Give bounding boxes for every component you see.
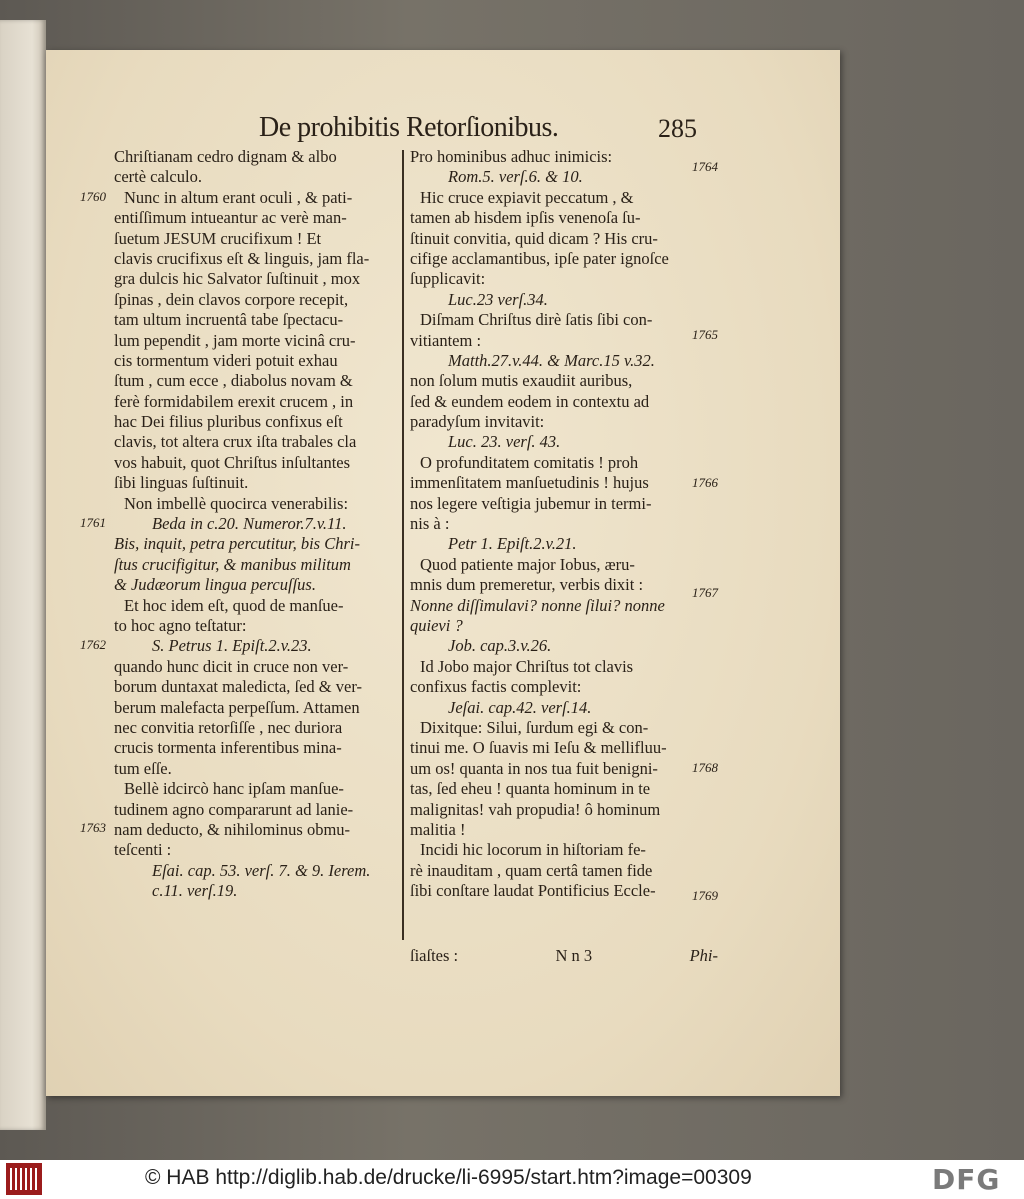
margin-number-1760: 1760: [80, 189, 106, 204]
text-line: Bellè idcircò hanc ipſam manſue-: [124, 779, 344, 799]
running-head: De prohibitis Retorſionibus.: [259, 112, 559, 143]
text-line: confixus factis complevit:: [410, 677, 582, 697]
margin-number-1767: 1767: [692, 585, 718, 600]
text-line: ſpinas , dein clavos corpore recepit,: [114, 289, 349, 309]
text-line: ſibi conſtare laudat Pontificius Eccle-: [410, 881, 656, 901]
text-line: paradyſum invitavit:: [410, 412, 545, 432]
text-line: tam ultum incruentâ tabe ſpectacu-: [114, 310, 344, 330]
text-line: ſed & eundem eodem in contextu ad: [410, 391, 650, 411]
text-line: Bis, inquit, petra percutitur, bis Chri-: [114, 534, 360, 554]
text-line: tinui me. O ſuavis mi Ieſu & mellifluu-: [410, 738, 667, 758]
text-line: Hic cruce expiavit peccatum , &: [420, 187, 634, 207]
book-page: [46, 50, 840, 1096]
text-line: ſibi linguas ſuſtinuit.: [114, 473, 249, 493]
text-line: berum malefacta perpeſſum. Attamen: [114, 697, 360, 717]
text-line: tamen ab hisdem ipſis venenoſa ſu-: [410, 208, 641, 228]
text-line: quando hunc dicit in cruce non ver-: [114, 656, 349, 676]
text-line: mnis dum premeretur, verbis dixit :: [410, 575, 644, 595]
text-line: malitia !: [410, 819, 466, 839]
text-line: Luc.23 verſ.34.: [448, 289, 548, 309]
text-line: cis tormentum videri potuit exhau: [114, 350, 338, 370]
text-line: vos habuit, quot Chriſtus inſultantes: [114, 452, 351, 472]
text-line: Jeſai. cap.42. verſ.14.: [448, 697, 592, 717]
text-line: Dixitque: Silui, ſurdum egi & con-: [420, 717, 649, 737]
text-line: entiſſimum intueantur ac verè man-: [114, 208, 347, 228]
text-line: Non imbellè quocirca venerabilis:: [124, 493, 349, 513]
text-line: ſuetum JESUM crucifixum ! Et: [114, 228, 322, 248]
text-line: gra dulcis hic Salvator ſuſtinuit , mox: [114, 269, 361, 289]
text-line: ſupplicavit:: [410, 269, 486, 289]
text-line: tum eſſe.: [114, 758, 172, 778]
copyright-url[interactable]: © HAB http://diglib.hab.de/drucke/li-6995/start.htm?image=00309: [145, 1166, 752, 1189]
text-line: Rom.5. verſ.6. & 10.: [448, 167, 583, 187]
text-line: tas, ſed eheu ! quanta hominum in te: [410, 779, 651, 799]
text-line: clavis crucifixus eſt & linguis, jam fla-: [114, 248, 370, 268]
margin-number-1765: 1765: [692, 327, 718, 342]
dfg-logo: DFG: [932, 1163, 1001, 1196]
footer-bar: [0, 1160, 1024, 1199]
text-line: Incidi hic locorum in hiſtoriam fe-: [420, 840, 646, 860]
text-line: Beda in c.20. Numeror.7.v.11.: [152, 514, 347, 534]
text-line: Matth.27.v.44. & Marc.15 v.32.: [448, 350, 655, 370]
text-line: rè inauditam , quam certâ tamen fide: [410, 860, 653, 880]
text-line: O profunditatem comitatis ! proh: [420, 452, 639, 472]
text-line: crucis tormenta inferentibus mina-: [114, 738, 342, 758]
text-line: quievi ?: [410, 615, 463, 635]
text-line: lum pependit , jam morte vicinâ cru-: [114, 330, 356, 350]
text-line: nis à :: [410, 514, 450, 534]
text-line: c.11. verſ.19.: [152, 881, 238, 901]
column-rule: [402, 150, 404, 940]
signature-mark: N n 3: [555, 946, 593, 965]
text-line: Luc. 23. verſ. 43.: [448, 432, 561, 452]
margin-number-1768: 1768: [692, 760, 718, 775]
margin-number-1764: 1764: [692, 159, 718, 174]
text-line: clavis, tot altera crux iſta trabales cla: [114, 432, 357, 452]
margin-number-1761: 1761: [80, 515, 106, 530]
text-line: S. Petrus 1. Epiſt.2.v.23.: [152, 636, 312, 656]
catchword: Phi-: [689, 946, 718, 965]
text-line: Et hoc idem eſt, quod de manſue-: [124, 595, 344, 615]
text-line: malignitas! vah propudia! ô hominum: [410, 799, 661, 819]
margin-number-1766: 1766: [692, 475, 718, 490]
text-line: vitiantem :: [410, 330, 482, 350]
text-line: Quod patiente major Iobus, æru-: [420, 554, 635, 574]
text-line: Diſmam Chriſtus dirè ſatis ſibi con-: [420, 310, 653, 330]
text-line: ſtus crucifigitur, & manibus militum: [114, 554, 351, 574]
text-line: ſtum , cum ecce , diabolus novam &: [114, 371, 353, 391]
text-line: Id Jobo major Chriſtus tot clavis: [420, 656, 634, 676]
text-line: immenſitatem manſuetudinis ! hujus: [410, 473, 649, 493]
text-line: Pro hominibus adhuc inimicis:: [410, 147, 613, 166]
text-line: Job. cap.3.v.26.: [448, 636, 552, 656]
hab-logo-icon: [6, 1163, 42, 1195]
margin-number-1769: 1769: [692, 888, 718, 903]
text-line: to hoc agno teſtatur:: [114, 615, 247, 635]
right-column: [410, 147, 722, 901]
text-line: ſtinuit convitia, quid dicam ? His cru-: [410, 228, 658, 248]
text-line: nec convitia retorſiſſe , nec duriora: [114, 717, 343, 737]
text-line: nam deducto, & nihilominus obmu-: [114, 819, 351, 839]
text-line: ferè formidabilem erexit crucem , in: [114, 391, 354, 411]
text-line: hac Dei filius pluribus confixus eſt: [114, 412, 343, 432]
text-line: Chriſtianam cedro dignam & albo: [114, 147, 337, 166]
text-line: tudinem agno compararunt ad lanie-: [114, 799, 354, 819]
catchline-left: ſiaſtes :: [410, 946, 459, 965]
margin-number-1763: 1763: [80, 820, 106, 835]
text-line: Nonne diſſimulavi? nonne ſilui? nonne: [410, 595, 665, 615]
text-line: nos legere veſtigia jubemur in termi-: [410, 493, 652, 513]
page-number: 285: [658, 114, 697, 143]
text-line: certè calculo.: [114, 167, 202, 187]
text-line: teſcenti :: [114, 840, 172, 860]
margin-number-1762: 1762: [80, 637, 106, 652]
text-line: non ſolum mutis exaudiit auribus,: [410, 371, 633, 391]
adjacent-page-edge: [0, 20, 46, 1130]
text-line: um os! quanta in nos tua fuit benigni-: [410, 758, 658, 778]
text-line: & Judæorum lingua percuſſus.: [114, 575, 316, 595]
left-column: [114, 147, 426, 901]
text-line: Petr 1. Epiſt.2.v.21.: [448, 534, 577, 554]
text-line: borum duntaxat maledicta, ſed & ver-: [114, 677, 362, 697]
text-line: Nunc in altum erant oculi , & pati-: [124, 187, 353, 207]
catchline: [410, 946, 722, 966]
text-line: Eſai. cap. 53. verſ. 7. & 9. Ierem.: [152, 860, 371, 880]
text-line: cifige acclamantibus, ipſe pater ignoſce: [410, 248, 669, 268]
